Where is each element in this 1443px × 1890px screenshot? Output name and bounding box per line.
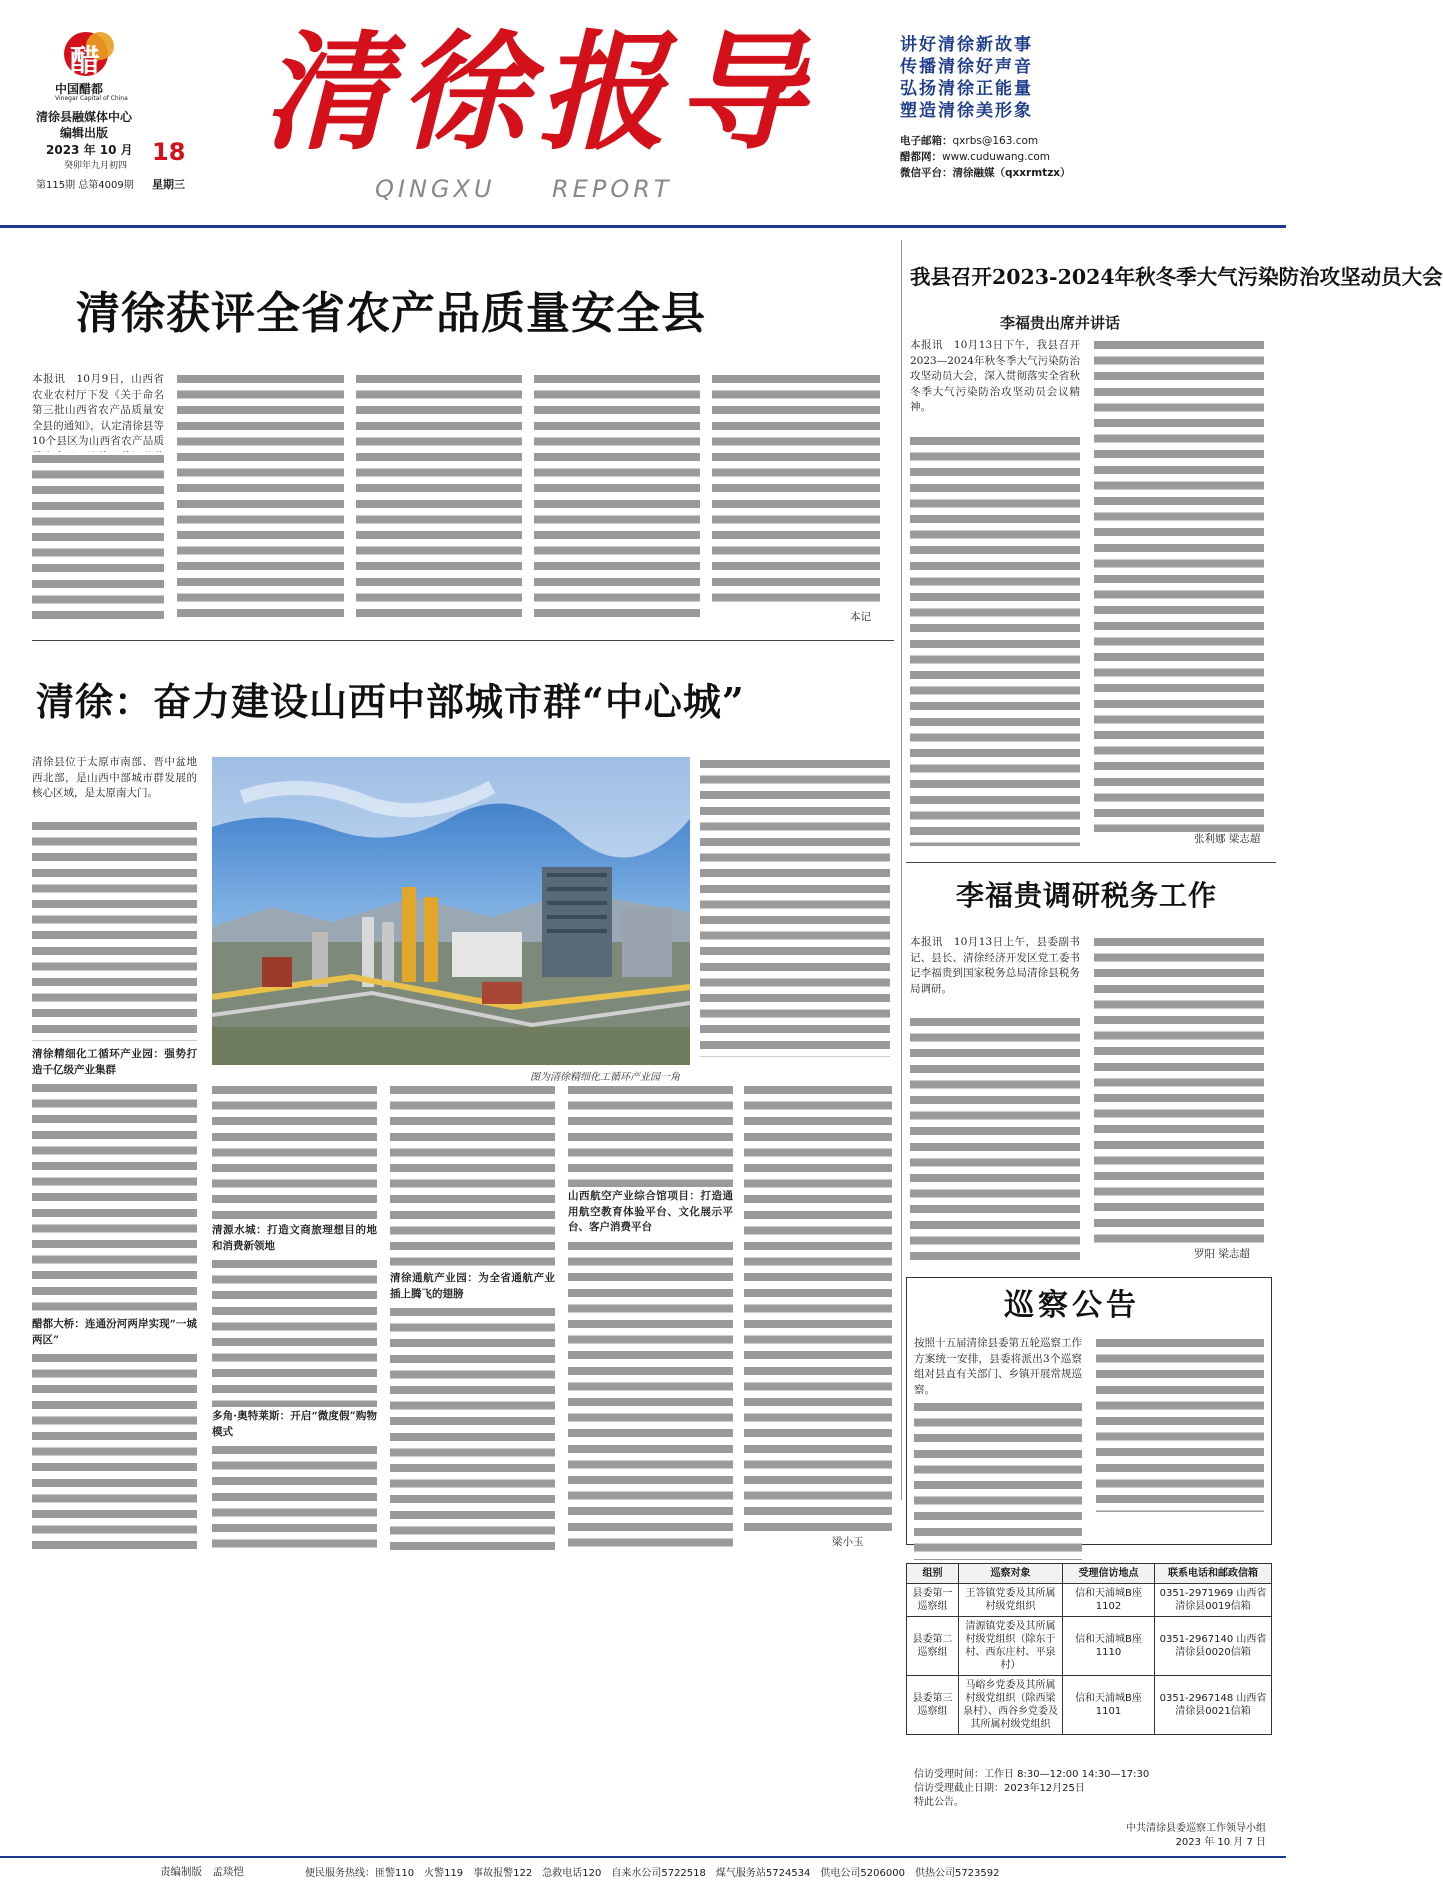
slogan: 讲好清徐新故事 [900,35,1033,55]
contact-cell: 0351-2967140 山西省清徐县0020信箱 [1155,1617,1272,1676]
text-column [356,372,522,624]
place-cell: 信和天浦城B座1101 [1063,1676,1155,1735]
text-column [914,1400,1082,1560]
text-column [1096,1336,1264,1512]
text-column [32,1351,197,1553]
publisher-line1: 清徐县融媒体中心 [36,110,133,124]
article3-section4-title: 清源水城：打造文商旅理想目的地和消费新领地 [212,1224,377,1252]
contact-cell: 0351-2971969 山西省清徐县0019信箱 [1155,1584,1272,1617]
issue-day: 18 [152,138,186,166]
slogan: 传播清徐好声音 [900,57,1033,77]
article3-headline: 清徐：奋力建设山西中部城市群“中心城” [36,679,745,724]
article2-lead: 本报讯 10月13日下午，我县召开2023—2024年秋冬季大气污染防治攻坚动员大会，深入贯彻落实全省秋冬季大气污染防治攻坚动员会议精神。 [910,339,1080,414]
text-column [32,1081,197,1313]
slogans [900,34,1060,122]
text-column [1094,935,1264,1247]
text-column [700,757,890,1057]
logo-glyph: 醋 [70,44,100,79]
lunar-date: 癸卯年九月初四 [64,161,128,171]
table-header: 巡察对象 [959,1564,1063,1584]
contact-info [900,133,1071,181]
text-column [1094,338,1264,832]
contact-cell: 0351-2967148 山西省清徐县0021信箱 [1155,1676,1272,1735]
place-cell: 信和天浦城B座1102 [1063,1584,1155,1617]
table-row [907,1676,1272,1735]
target-cell: 清源镇党委及其所属村级党组织（除东于村、西东庄村、平泉村） [959,1617,1063,1676]
masthead-title: 清徐报导 [262,18,815,168]
email-link[interactable]: qxrbs@163.com [952,135,1039,147]
notice-closing: 特此公告。 [914,1797,964,1808]
text-column [212,1257,377,1407]
reception-hours: 信访受理时间：工作日 8:30—12:00 14:30—17:30 [914,1769,1150,1780]
masthead-divider [0,225,1286,228]
article1-body [32,372,890,627]
group-cell: 县委第二巡察组 [907,1617,959,1676]
article3-lower-columns [212,1083,892,1553]
table-header-row [907,1564,1272,1584]
contact-label: 电子邮箱： [900,135,953,147]
article2-body [910,338,1270,848]
article3-section1-title: 清徐精细化工循环产业园：强势打造千亿级产业集群 [32,1048,197,1076]
footer-hotlines: 便民服务热线：匪警110 火警119 事故报警122 急救电话120 自来水公司5722518 煤气服务站5724534 供电公司5206000 供热公司5723592 [305,1868,1000,1879]
article4-body [910,935,1270,1265]
wechat-id: 清徐融媒（qxxrmtzx） [952,167,1071,179]
article3-byline: 梁小玉 [832,1536,864,1548]
article5-body [914,1336,1264,1576]
text-column [910,1015,1080,1263]
article5-headline: 巡察公告 [1004,1288,1140,1323]
article3-section5-title: 清徐通航产业园：为全省通航产业插上腾飞的翅膀 [390,1272,555,1300]
place-cell: 信和天浦城B座1110 [1063,1617,1155,1676]
text-column [568,1083,733,1187]
article1-headline: 清徐获评全省农产品质量安全县 [76,288,706,339]
logo-caption: 中国醋都 [55,82,104,96]
footer-editor: 责编制版 孟琰恺 [160,1866,244,1878]
slogan: 弘扬清徐正能量 [900,79,1033,99]
article5-lead: 按照十五届清徐县委第五轮巡察工作方案统一安排，县委将派出3个巡察组对县直有关部门、乡镇开展常规巡察。 [914,1337,1082,1396]
industrial-park-photo [212,757,690,1065]
text-column [910,434,1080,846]
text-column [32,819,197,1041]
slogan: 塑造清徐美形象 [900,101,1033,121]
text-column [212,1083,377,1223]
group-cell: 县委第一巡察组 [907,1584,959,1617]
article3-left-column [32,755,202,1555]
target-cell: 王答镇党委及其所属村级党组织 [959,1584,1063,1617]
text-column [390,1083,555,1269]
sign-org: 中共清徐县委巡察工作领导小组 [1126,1823,1266,1834]
contact-label: 微信平台： [900,167,953,179]
article1-closing: 本记 [850,611,871,623]
issue-number: 第115期 总第4009期 [36,180,134,191]
notice-footer [914,1768,1264,1810]
reception-deadline: 信访受理截止日期：2023年12月25日 [914,1783,1085,1794]
article3-lead: 清徐县位于太原市南部、晋中盆地西北部，是山西中部城市群发展的核心区域，是太原南大门。 [32,756,197,800]
publisher-line2: 编辑出版 [60,126,109,140]
text-column [712,372,880,608]
website-link[interactable]: www.cuduwang.com [942,151,1050,163]
table-row [907,1584,1272,1617]
article1-lead: 本报讯 10月9日，山西省农业农村厅下发《关于命名第三批山西省农产品质量安全县的通知》，认定清徐县等10个县区为山西省农产品质 [32,373,164,448]
article4-headline: 李福贵调研税务工作 [956,879,1218,912]
group-cell: 县委第三巡察组 [907,1676,959,1735]
article3-section3-title: 多角·奥特莱斯：开启“微度假”购物模式 [212,1410,377,1438]
masthead-title-en-left: QINGXU [375,175,496,203]
text-column [32,452,164,624]
article4-lead: 本报讯 10月13日上午，县委副书记、县长、清徐经济开发区党工委书记李福贵到国家税务总局清徐县税务局调研。 [910,936,1080,995]
article2-subhead: 李福贵出席并讲话 [1000,314,1121,332]
text-column [568,1239,733,1551]
article3-section2-title: 醋都大桥：连通汾河两岸实现“一城两区” [32,1318,197,1346]
article4-byline: 罗阳 梁志超 [1194,1248,1250,1260]
section-rule [906,862,1276,863]
text-column [390,1305,555,1551]
inspection-table-wrap [906,1563,1272,1735]
text-column [177,372,344,624]
text-column [534,372,700,624]
column-rule [901,240,902,1500]
inspection-table [906,1563,1272,1735]
article3-section6-title: 山西航空产业综合馆项目：打造通用航空教育体验平台、文化展示平台、客户消费平台 [568,1190,733,1234]
footer-rule [0,1856,1286,1858]
masthead [0,0,1286,225]
contact-label: 醋都网： [900,151,942,163]
target-cell: 马峪乡党委及其所属村级党组织（除西梁泉村）、西谷乡党委及其所属村级党组织 [959,1676,1063,1735]
table-header: 组别 [907,1564,959,1584]
sign-date: 2023 年 10 月 7 日 [1175,1837,1266,1848]
article2-headline: 我县召开2023-2024年秋冬季大气污染防治攻坚动员大会 [910,265,1443,289]
notice-signature [1090,1822,1266,1850]
photo-caption: 图为清徐精细化工循环产业园一角 [530,1072,680,1083]
logo-caption-en: Vinegar Capital of China [55,95,128,102]
article3-photo [212,757,690,1065]
issue-date: 2023 年 10 月 [46,143,133,157]
cudu-logo [62,28,116,78]
section-rule [32,640,894,641]
table-row [907,1617,1272,1676]
text-column [212,1443,377,1551]
text-column [744,1083,892,1535]
article2-byline: 张利娜 梁志超 [1194,833,1261,845]
masthead-title-en-right: REPORT [552,175,673,203]
table-header: 联系电话和邮政信箱 [1155,1564,1272,1584]
weekday: 星期三 [152,178,185,191]
table-header: 受理信访地点 [1063,1564,1155,1584]
